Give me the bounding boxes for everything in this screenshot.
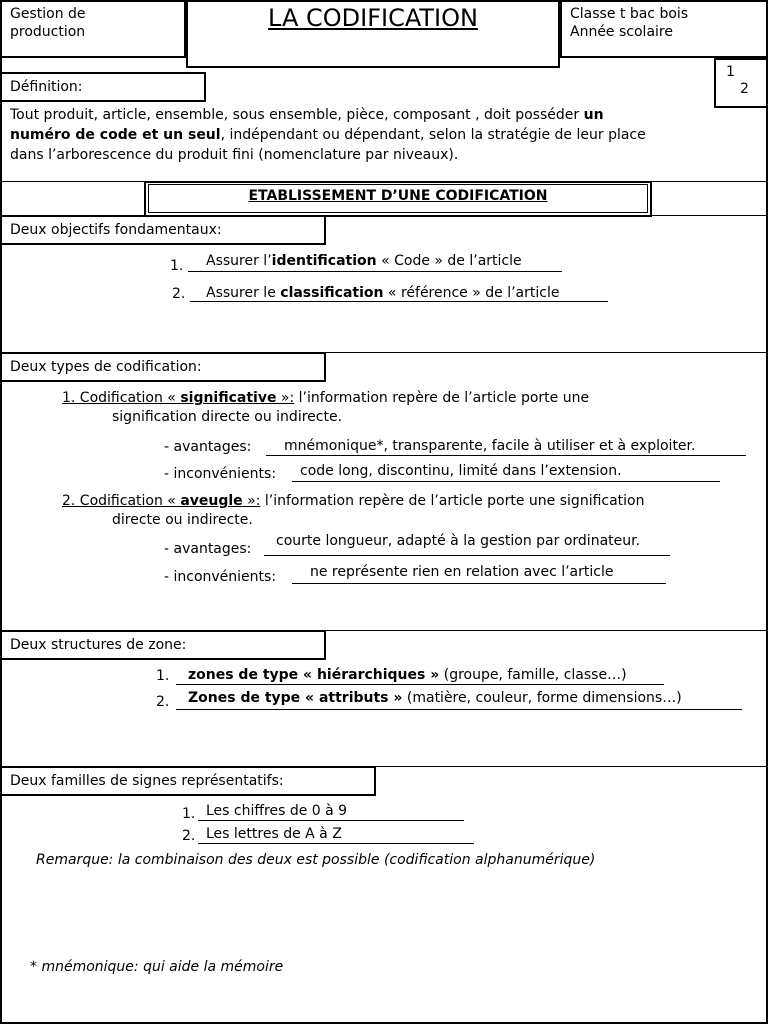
remarque: Remarque: la combinaison des deux est possible (codification alphanumérique): [36, 852, 596, 868]
signe-2-text: Les lettres de A à Z: [206, 826, 342, 842]
zone-1-text: [188, 667, 627, 683]
type-1-inc: code long, discontinu, limité dans l’extension.: [300, 463, 622, 479]
objectif-1-num: 1.: [170, 258, 184, 274]
type-1-inc-label: - inconvénients:: [164, 466, 277, 482]
objectif-2-bold: classification: [280, 285, 384, 301]
type-1-adv-label: - avantages:: [164, 439, 252, 455]
type-2-line2: directe ou indirecte.: [112, 512, 253, 528]
objectif-1-text: [206, 253, 522, 269]
definition-line1-bold: un: [583, 107, 604, 123]
signe-2-num: 2.: [182, 828, 196, 844]
type-2-d: l’information repère de l’article porte une signification: [260, 493, 645, 509]
type-2-a: 2. Codification «: [62, 493, 181, 509]
page-number: 1: [726, 64, 735, 80]
definition-line2: [10, 126, 646, 144]
type-1-line2: signification directe ou indirecte.: [112, 409, 343, 425]
type-2-inc-line: [292, 583, 666, 584]
zones-label: Deux structures de zone:: [10, 637, 187, 653]
zone-2-text: [188, 690, 682, 706]
zone-1-num: 1.: [156, 668, 170, 684]
type-2-adv: courte longueur, adapté à la gestion par ordinateur.: [276, 533, 641, 549]
footnote: * mnémonique: qui aide la mémoire: [30, 959, 284, 975]
objectif-2-text: [206, 285, 559, 301]
zone-2-num: 2.: [156, 694, 170, 710]
signes-label: Deux familles de signes représentatifs:: [10, 773, 284, 789]
signe-1-text: Les chiffres de 0 à 9: [206, 803, 348, 819]
type-1-bold: significative: [180, 390, 277, 406]
page-total: 2: [740, 81, 749, 97]
zone-1-c: (groupe, famille, classe…): [439, 667, 627, 683]
objectif-2-a: Assurer le: [206, 285, 281, 301]
signe-2-line: [198, 843, 474, 844]
type-2-adv-label: - avantages:: [164, 541, 252, 557]
type-1-inc-line: [292, 481, 720, 482]
header-left-line2: production: [10, 24, 86, 40]
header-right-line1: Classe t bac bois: [570, 6, 689, 22]
types-label: Deux types de codification:: [10, 359, 202, 375]
objectif-2-line: [190, 301, 608, 302]
objectifs-label: Deux objectifs fondamentaux:: [10, 222, 222, 238]
header-left-line1: Gestion de: [10, 6, 86, 22]
definition-line1-text: Tout produit, article, ensemble, sous ensemble, pièce, composant , doit posséder: [10, 107, 584, 123]
signe-1-num: 1.: [182, 806, 196, 822]
signe-1-line: [198, 820, 464, 821]
type-1-adv-line: [266, 455, 746, 456]
objectif-1-line: [188, 271, 562, 272]
definition-label: Définition:: [10, 79, 83, 95]
definition-line1: [10, 106, 604, 124]
type-1-d: l’information repère de l’article porte une: [294, 390, 590, 406]
type-2-c: »:: [242, 493, 261, 509]
type-1-title: [62, 390, 294, 406]
objectif-1-c: « Code » de l’article: [376, 253, 522, 269]
type-2-heading: [62, 492, 645, 510]
objectif-1-a: Assurer l’: [206, 253, 272, 269]
type-1-c: »:: [276, 390, 295, 406]
zone-1-bold: zones de type « hiérarchiques »: [188, 667, 440, 683]
section-title: ETABLISSEMENT D’UNE CODIFICATION: [248, 188, 548, 204]
definition-line3: dans l’arborescence du produit fini (nomenclature par niveaux).: [10, 147, 459, 163]
objectif-2-num: 2.: [172, 286, 186, 302]
type-2-adv-line: [264, 555, 670, 556]
zone-2-line: [176, 709, 742, 710]
header-right-line2: Année scolaire: [570, 24, 673, 40]
definition-line2-bold: numéro de code et un seul: [10, 127, 221, 143]
objectif-2-c: « référence » de l’article: [383, 285, 560, 301]
page-title: LA CODIFICATION: [268, 4, 478, 32]
zone-2-c: (matière, couleur, forme dimensions…): [402, 690, 682, 706]
type-1-a: 1. Codification «: [62, 390, 181, 406]
type-2-inc-label: - inconvénients:: [164, 569, 277, 585]
objectif-1-bold: identification: [271, 253, 377, 269]
definition-line2-text: , indépendant ou dépendant, selon la stratégie de leur place: [220, 127, 646, 143]
type-2-bold: aveugle: [180, 493, 243, 509]
type-1-adv: mnémonique*, transparente, facile à utiliser et à exploiter.: [284, 438, 696, 454]
type-2-inc: ne représente rien en relation avec l’article: [310, 564, 614, 580]
type-1-heading: [62, 389, 589, 407]
zone-1-line: [176, 684, 664, 685]
type-2-title: [62, 493, 260, 509]
zone-2-bold: Zones de type « attributs »: [188, 690, 403, 706]
